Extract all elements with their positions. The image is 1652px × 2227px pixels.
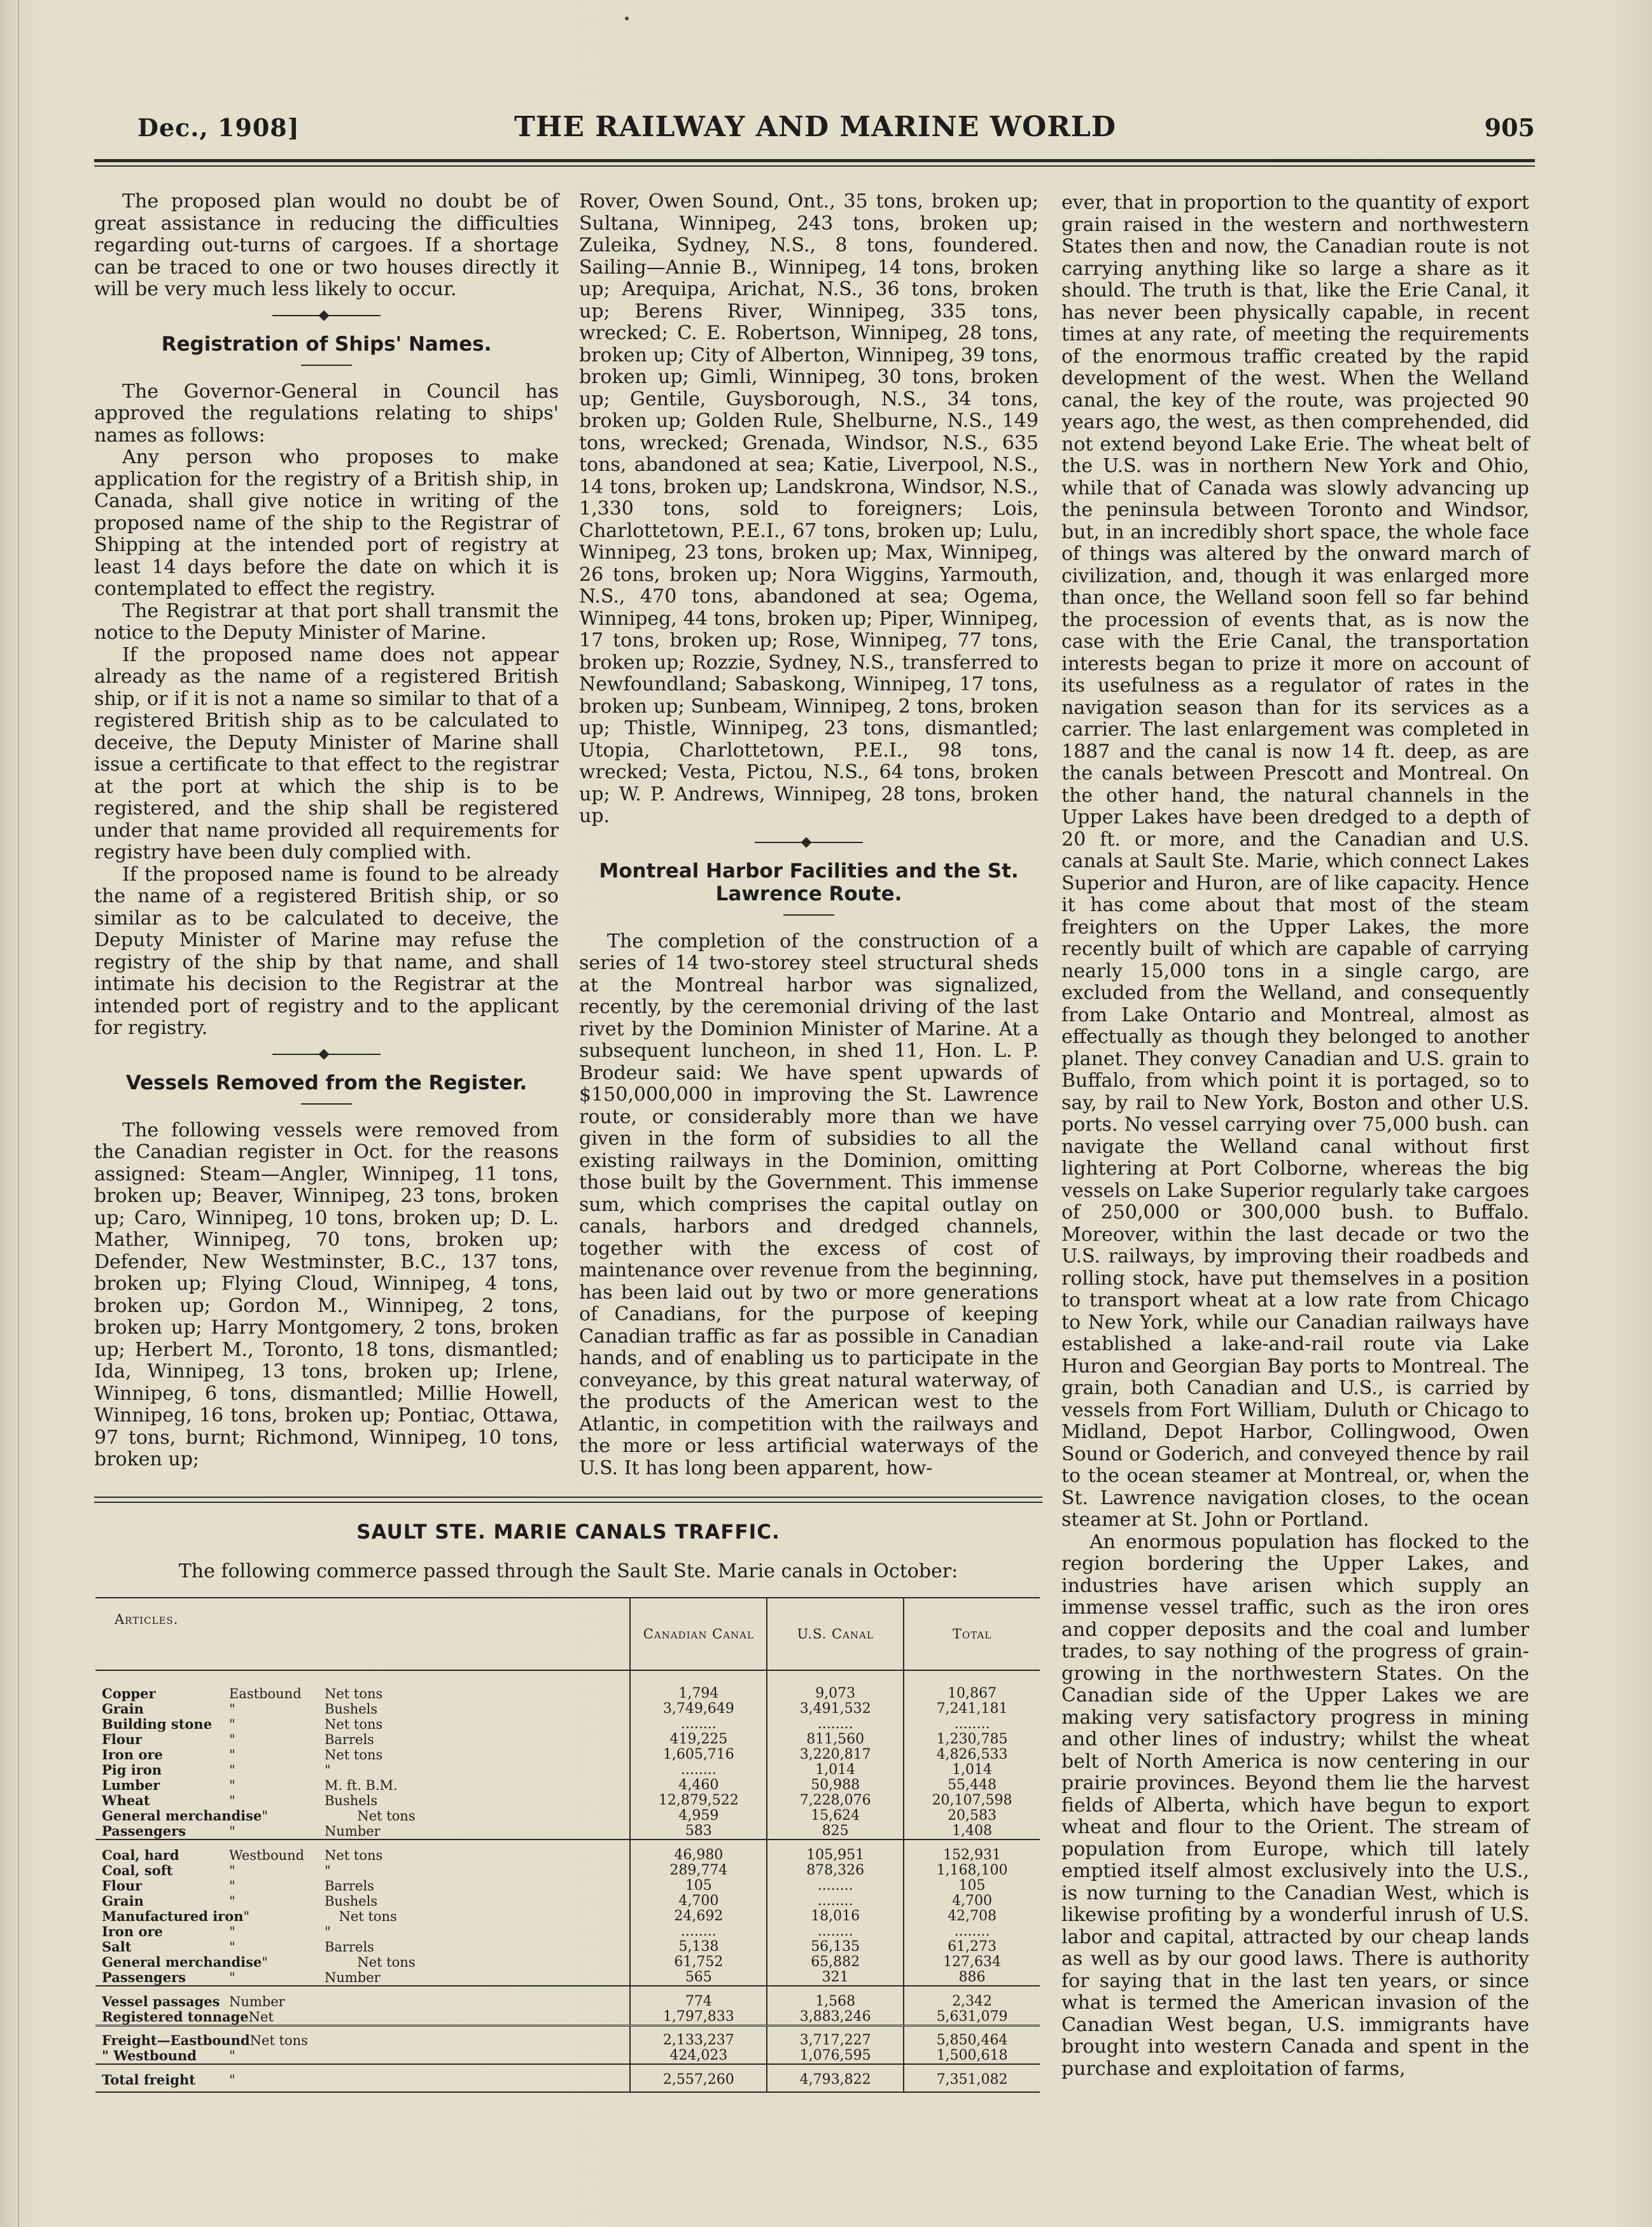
registration-paragraph: If the proposed name does not appear already as the name of a registered British ship, or if it is not a name so similar to that of a registered British ship as to be calculated to deceive, the Deputy Minister of Marine shall issue a certificate to that effect to the registrar at the port at which the ship is to be registered, and the ship shall be registered under that name provided all requirements for registry have been duly complied with. [94,643,559,863]
row-label [95,1747,630,1763]
article-name: Freight—Eastbound [102,2032,250,2048]
publication-title: THE RAILWAY AND MARINE WORLD [514,111,1116,143]
article-name: Pig iron [102,1762,162,1778]
row-label [95,2072,630,2092]
row-label [95,1848,630,1863]
unit: Net [248,2009,274,2025]
cell-can: ........ [630,1717,767,1732]
cell-can: ........ [630,1763,767,1778]
table-row [95,1878,1040,1894]
article-name: Copper [102,1686,156,1701]
row-label [95,1863,630,1878]
row-label [95,2033,630,2048]
row-label [95,1732,630,1747]
issue-date: Dec., 1908] [137,113,300,142]
unit: Net tons [325,1686,383,1701]
row-label [95,1793,630,1808]
article-name: Iron ore [102,1923,163,1939]
column-1 [94,191,559,1471]
cell-us: 1,014 [767,1763,904,1778]
cell-total: ........ [904,1717,1040,1732]
row-label [95,1894,630,1909]
cell-total: 7,241,181 [904,1701,1040,1717]
col-header-canadian: Canadian Canal [630,1598,767,1670]
row-spacer [95,2064,1040,2072]
table-row [95,1970,1040,1986]
article-name: Building stone [102,1716,213,1732]
montreal-heading: Montreal Harbor Facilities and the St. Lawrence Route. [599,859,1019,905]
unit: M. ft. B.M. [325,1778,398,1793]
cell-total: 1,014 [904,1763,1040,1778]
cell-can: 1,794 [630,1686,767,1701]
col-header-articles: Articles. [95,1598,630,1670]
cell-total: 1,168,100 [904,1863,1040,1878]
cell-total: 20,583 [904,1808,1040,1824]
unit: Net tons [325,1717,383,1732]
direction: " [229,1970,235,1985]
cell-us: 3,883,246 [767,2009,904,2026]
column-2 [579,191,1039,1479]
table-top-rule [94,1502,1042,1503]
registration-paragraph: The Governor-General in Council has approved the regulations relating to ships' names as follows: [94,380,559,447]
article-name: Total freight [102,2072,195,2088]
table-row [95,1778,1040,1793]
unit: " [229,2048,235,2063]
table-row [95,1717,1040,1732]
table-row [95,2009,1040,2026]
row-label [95,1701,630,1717]
article-name: Lumber [102,1777,160,1793]
col-header-us: U.S. Canal [767,1598,904,1670]
unit: Bushels [325,1701,378,1717]
cell-us: 18,016 [767,1909,904,1924]
row-label [95,1686,630,1701]
table-row [95,2033,1040,2048]
cell-can: 3,749,649 [630,1701,767,1717]
cell-total: 127,634 [904,1955,1040,1970]
article-name: Wheat [102,1792,150,1808]
cell-total: 1,408 [904,1824,1040,1840]
cell-total: 1,230,785 [904,1732,1040,1747]
cell-total: 5,850,464 [904,2033,1040,2048]
cell-us: 811,560 [767,1732,904,1747]
article-continued-paragraph: ever, that in proportion to the quantity of export grain raised in the western and northwestern States then and now, the Canadian route is not carrying anything like so large a share as it should. The truth is that, like the Erie Canal, it has never been physically capable, in recent times at any rate, of meeting the requirements of the enormous traffic created by the rapid development of the west. When the Welland canal, the key of the route, was projected 90 years ago, the west, as then comprehended, did not extend beyond Lake Erie. The wheat belt of the U.S. was in northern New York and Ohio, while that of Canada was slowly advancing up the peninsula between Toronto and Windsor, but, in an incredibly short space, the whole face of things was altered by the onward march of civilization, and, though it was enlarged more than once, the Welland soon fell so far behind the procession of events that, as is now the case with the Erie Canal, the transportation interests began to prize it more on account of its usefulness as a regulator of rates in the navigation season than for its services as a carrier. The last enlargement was completed in 1887 and the canal is now 14 ft. deep, as are the canals between Prescott and Montreal. On the other hand, the natural channels in the Upper Lakes have been dredged to a depth of 20 ft. or more, and the Canadian and U.S. canals at Sault Ste. Marie, which connect Lakes Superior and Huron, are of like capacity. Hence it has come about that most of the steam freighters on the Upper Lakes, the more recently built of which are capable of carrying nearly 15,000 tons in a single cargo, are excluded from the Welland, and consequently from Lake Ontario and Montreal, almost as effectually as though they belonged to another planet. They convey Canadian and U.S. grain to Buffalo, from which point it is portaged, so to say, by rail to New York, Boston and other U.S. ports. No vessel carrying over 75,000 bush. can navigate the Welland canal without first lightering at Port Colborne, whereas the big vessels on Lake Superior regularly take cargoes of 250,000 or 300,000 bush. to Buffalo. Moreover, within the last decade or two the U.S. railways, by improving their roadbeds and rolling stock, have put themselves in a position to transport wheat at a low rate from Chicago to New York, while our Canadian railways have established a lake-and-rail route via Lake Huron and Georgian Bay ports to Montreal. The grain, both Canadian and U.S., is carried by vessels from Fort William, Duluth or Chicago to Midland, Depot Harbor, Collingwood, Owen Sound or Goderich, and conveyed thence by rail to the ocean steamer at Montreal, or, when the St. Lawrence navigation closes, to the ocean steamer at St. John or Portland. [1061,192,1529,1531]
cell-can: 61,752 [630,1955,767,1970]
section-divider [272,1050,381,1059]
direction: " [229,1894,235,1909]
cell-total: 2,342 [904,1994,1040,2009]
cell-can: 424,023 [630,2048,767,2064]
cell-total: 1,500,618 [904,2048,1040,2064]
population-paragraph: An enormous population has flocked to the region bordering the Upper Lakes, and industries have arisen which supply an immense vessel traffic, such as the iron ores and copper deposits and the coal and lumber trades, to say nothing of the progress of grain-growing in the northwestern States. On the Canadian side of the Upper Lakes we are making very satisfactory progress in mining and other lines of industry; whilst the wheat belt of North America is now centering in our prairie provinces. Beyond them lie the harvest fields of Alberta, which have begun to export wheat and flour to the Orient. The stream of population from Europe, which till lately emptied itself almost exclusively into the U.S., is now turning to the Canadian West, which is likewise profiting by a wonderful inrush of U.S. labor and capital, attracted by our cheap lands as well as by our good laws. There is authority for saying that in the last ten years, or since what is termed the American invasion of the Canadian West began, U.S. immigrants have brought into western Canada and spent in the purchase and exploitation of farms, [1061,1530,1529,2080]
page-number: 905 [1484,113,1535,142]
table-row [95,1924,1040,1939]
direction: " [229,1824,235,1839]
header-rule-thick [94,159,1535,162]
cell-can: 4,700 [630,1894,767,1909]
article-name: General merchandise [102,1954,262,1970]
cell-total: 7,351,082 [904,2072,1040,2092]
montreal-paragraph: The completion of the construction of a series of 14 two-storey steel structural sheds at the Montreal harbor was signalized, recently, by the ceremonial driving of the last rivet by the Dominion Minister of Marine. At a subsequent luncheon, in shed 11, Hon. L. P. Brodeur said: We have spent upwards of $150,000,000 in improving the St. Lawrence route, or considerably more than we have given in the form of subsidies to all the existing railways in the Dominion, omitting those built by the Government. This immense sum, which comprises the capital outlay on canals, harbors and dredged channels, together with the excess of cost of maintenance over revenue from the beginning, has been laid out by two or more generations of Canadians, for the purpose of keeping Canadian traffic as far as possible in Canadian hands, and of enabling us to participate in the conveyance, by this great natural waterway, of the products of the American west to the Atlantic, in competition with the railways and the more or less artificial waterways of the U.S. It has long been apparent, how- [579,930,1039,1479]
cell-can: 774 [630,1994,767,2009]
direction: " [229,1939,235,1955]
unit: " [325,1924,331,1939]
article-name: Coal, soft [102,1862,173,1878]
cell-can: 5,138 [630,1939,767,1955]
direction: " [229,1863,235,1878]
cell-us: ........ [767,1894,904,1909]
row-label [95,1824,630,1840]
table-row [95,1848,1040,1863]
direction: " [229,1701,235,1717]
table-row [95,1894,1040,1909]
cell-total: 4,700 [904,1894,1040,1909]
direction: " [243,1909,250,1924]
article-name: Flour [102,1878,143,1894]
article-name: Grain [102,1893,144,1909]
intro-paragraph: The proposed plan would no doubt be of great assistance in reducing the difficulties regarding out-turns of cargoes. If a shortage can be traced to one or two houses directly it will be very much less likely to occur. [94,190,559,300]
cell-total: ........ [904,1924,1040,1939]
unit: Net tons [339,1909,397,1924]
row-label [95,1924,630,1939]
cell-total: 886 [904,1970,1040,1986]
column-3 [1061,192,1529,2080]
article-name: Flour [102,1731,143,1747]
row-label [95,1808,630,1824]
unit: Number [325,1970,381,1985]
cell-can: 1,797,833 [630,2009,767,2026]
unit: Barrels [325,1939,374,1955]
cell-can: 46,980 [630,1848,767,1863]
table-row [95,1732,1040,1747]
cell-can: 4,959 [630,1808,767,1824]
vessels-paragraph: The following vessels were removed from the Canadian register in Oct. for the reasons assigned: Steam—Angler, Winnipeg, 11 tons, broken up; Beaver, Winnipeg, 23 tons, broken up; Caro, Winnipeg, 10 tons, broken up; D. L. Mather, Winnipeg, 70 tons, broken up; Defender, New Westminster, B.C., 137 tons, broken up; Flying Cloud, Winnipeg, 4 tons, broken up; Gordon M., Winnipeg, 2 tons, broken up; Harry Montgomery, 2 tons, broken up; Herbert M., Toronto, 18 tons, dismantled; Ida, Winnipeg, 13 tons, broken up; Irlene, Winnipeg, 6 tons, dismantled; Millie Howell, Winnipeg, 16 tons, broken up; Pontiac, Ottawa, 97 tons, burnt; Richmond, Winnipeg, 10 tons, broken up; [94,1119,559,1470]
cell-us: 7,228,076 [767,1793,904,1808]
total-row [95,2072,1040,2092]
direction: " [229,1778,235,1793]
cell-can: 2,557,260 [630,2072,767,2092]
article-name: Iron ore [102,1747,163,1763]
cell-can: 4,460 [630,1778,767,1793]
row-spacer [95,1840,1040,1848]
ink-dot [625,17,629,20]
cell-us: 3,220,817 [767,1747,904,1763]
table-row [95,1909,1040,1924]
article-name: Registered tonnage [102,2009,249,2025]
cell-us: 321 [767,1970,904,1986]
cell-total: 61,273 [904,1939,1040,1955]
article-name: " Westbound [102,2048,197,2063]
cell-can: 419,225 [630,1732,767,1747]
direction: Westbound [229,1848,305,1863]
article-name: Salt [102,1939,132,1955]
cell-us: 825 [767,1824,904,1840]
section-divider [272,311,381,320]
article-name: Passengers [102,1823,186,1839]
table-row [95,1747,1040,1763]
col-header-total: Total [904,1598,1040,1670]
direction: Eastbound [229,1686,302,1701]
registration-heading: Registration of Ships' Names. [161,332,492,356]
table-row [95,1824,1040,1840]
cell-can: 583 [630,1824,767,1840]
table-header-row [95,1598,1040,1670]
cell-us: 65,882 [767,1955,904,1970]
unit: Net tons [325,1848,383,1863]
unit: Number [229,1994,285,2009]
cell-can: 24,692 [630,1909,767,1924]
cell-us: 9,073 [767,1686,904,1701]
row-label [95,1778,630,1793]
cell-us: ........ [767,1717,904,1732]
row-label [95,1939,630,1955]
article-name: Manufactured iron [102,1908,244,1924]
cell-us: 3,491,532 [767,1701,904,1717]
registration-paragraph: If the proposed name is found to be already the name of a registered British ship, or so similar as to be calculated to deceive, the Deputy Minister of Marine may refuse the registry of the ship by that name, and shall intimate his decision to the Registrar at the intended port of registry and to the applicant for registry. [94,863,559,1039]
article-name: Vessel passages [102,1993,220,2009]
cell-can: 12,879,522 [630,1793,767,1808]
cell-can: 565 [630,1970,767,1986]
unit: " [229,2072,235,2088]
table-row [95,1808,1040,1824]
article-name: General merchandise [102,1808,262,1824]
section-divider [755,838,863,847]
table-top-rule [94,1497,1042,1498]
unit: Net tons [357,1955,416,1970]
registration-paragraph: Any person who proposes to make application for the registry of a British ship, in Canada, shall give notice in writing of the proposed name of the ship to the Registrar of Shipping at the intended port of registry at least 14 days before the date on which it is contemplated to effect the registry. [94,446,559,600]
direction: " [229,1924,235,1939]
cell-us: ........ [767,1878,904,1894]
direction: " [229,1878,235,1894]
table-row [95,1793,1040,1808]
cell-total: 42,708 [904,1909,1040,1924]
article-name: Grain [102,1701,144,1717]
cell-total: 4,826,533 [904,1747,1040,1763]
cell-total: 5,631,079 [904,2009,1040,2026]
cell-us: 15,624 [767,1808,904,1824]
cell-us: 50,988 [767,1778,904,1793]
direction: " [229,1717,235,1732]
unit: Net tons [325,1747,383,1763]
cell-can: 289,774 [630,1863,767,1878]
cell-total: 10,867 [904,1686,1040,1701]
cell-us: 56,135 [767,1939,904,1955]
unit: Barrels [325,1878,374,1894]
registration-paragraph: The Registrar at that port shall transmit the notice to the Deputy Minister of Marine. [94,599,559,644]
row-label [95,2009,630,2026]
unit: Bushels [325,1793,378,1808]
cell-us: 1,076,595 [767,2048,904,2064]
table-row [95,1994,1040,2009]
row-label [95,1717,630,1732]
row-label [95,1970,630,1986]
unit: Net tons [249,2033,308,2048]
header-rule-thin [94,165,1535,167]
article-name: Coal, hard [102,1847,179,1863]
cell-us: 4,793,822 [767,2072,904,2092]
table-body [95,1670,1040,2092]
running-header [95,113,1535,149]
table-title: SAULT STE. MARIE CANALS TRAFFIC. [356,1521,780,1544]
cell-us: 1,568 [767,1994,904,2009]
article-name: Passengers [102,1969,186,1985]
table-subtitle: The following commerce passed through the Sault Ste. Marie canals in October: [178,1560,958,1582]
binding-edge [18,0,19,2227]
row-label [95,1994,630,2009]
vessels-continued: Rover, Owen Sound, Ont., 35 tons, broken up; Sultana, Winnipeg, 243 tons, broken up; Zuleika, Sydney, N.S., 8 tons, foundered. Sailing—Annie B., Winnipeg, 14 tons, broken up; Arequipa, Arichat, N.S., 36 tons, broken up; Berens River, Winnipeg, 335 tons, wrecked; C. E. Robertson, Winnipeg, 28 tons, broken up; City of Alberton, Winnipeg, 39 tons, broken up; Gimli, Winnipeg, 30 tons, broken up; Gentile, Guysborough, N.S., 34 tons, broken up; Golden Rule, Shelburne, N.S., 149 tons, wrecked; Grenada, Windsor, N.S., 635 tons, abandoned at sea; Katie, Liverpool, N.S., 14 tons, broken up; Landskrona, Windsor, N.S., 1,330 tons, sold to foreigners; Lois, Charlottetown, P.E.I., 67 tons, broken up; Lulu, Winnipeg, 23 tons, broken up; Max, Winnipeg, 26 tons, broken up; Nora Wiggins, Yarmouth, N.S., 470 tons, abandoned at sea; Ogema, Winnipeg, 44 tons, broken up; Piper, Winnipeg, 17 tons, broken up; Rose, Winnipeg, 77 tons, broken up; Rozzie, Sydney, N.S., transferred to Newfoundland; Sabaskong, Winnipeg, 17 tons, broken up; Sunbeam, Winnipeg, 2 tons, broken up; Thistle, Winnipeg, 23 tons, dismantled; Utopia, Charlottetown, P.E.I., 98 tons, wrecked; Vesta, Pictou, N.S., 64 tons, broken up; W. P. Andrews, Winnipeg, 28 tons, broken up. [579,190,1039,827]
cell-can: 2,133,237 [630,2033,767,2048]
unit: Net tons [357,1808,416,1824]
heading-underline [301,365,352,366]
cell-us: 878,326 [767,1863,904,1878]
cell-total: 152,931 [904,1848,1040,1863]
vessels-heading: Vessels Removed from the Register. [125,1071,528,1094]
heading-underline [783,914,834,916]
table-row [95,1763,1040,1778]
unit: Barrels [325,1732,374,1747]
table-row [95,1955,1040,1970]
direction: " [229,1793,235,1808]
table-row [95,2048,1040,2064]
table-row [95,1701,1040,1717]
cell-total: 55,448 [904,1778,1040,1793]
row-spacer [95,1670,1040,1686]
table-row [95,1863,1040,1878]
direction: " [229,1732,235,1747]
cell-can: 105 [630,1878,767,1894]
table-row [95,1686,1040,1701]
cell-us: 105,951 [767,1848,904,1863]
row-label [95,1763,630,1778]
row-label [95,1878,630,1894]
heading-underline [301,1103,352,1105]
canal-traffic-table [95,1597,1040,2093]
unit: " [325,1763,331,1778]
cell-us: ........ [767,1924,904,1939]
cell-us: 3,717,227 [767,2033,904,2048]
row-label [95,1955,630,1970]
direction: " [229,1747,235,1763]
unit: Number [325,1824,381,1839]
cell-total: 105 [904,1878,1040,1894]
cell-can: ........ [630,1924,767,1939]
row-spacer [95,1986,1040,1994]
direction: " [229,1763,235,1778]
table-row [95,1939,1040,1955]
row-label [95,2048,630,2064]
direction: " [262,1808,268,1824]
unit: Bushels [325,1894,378,1909]
row-label [95,1909,630,1924]
direction: " [262,1955,268,1970]
cell-total: 20,107,598 [904,1793,1040,1808]
cell-can: 1,605,716 [630,1747,767,1763]
unit: " [325,1863,331,1878]
